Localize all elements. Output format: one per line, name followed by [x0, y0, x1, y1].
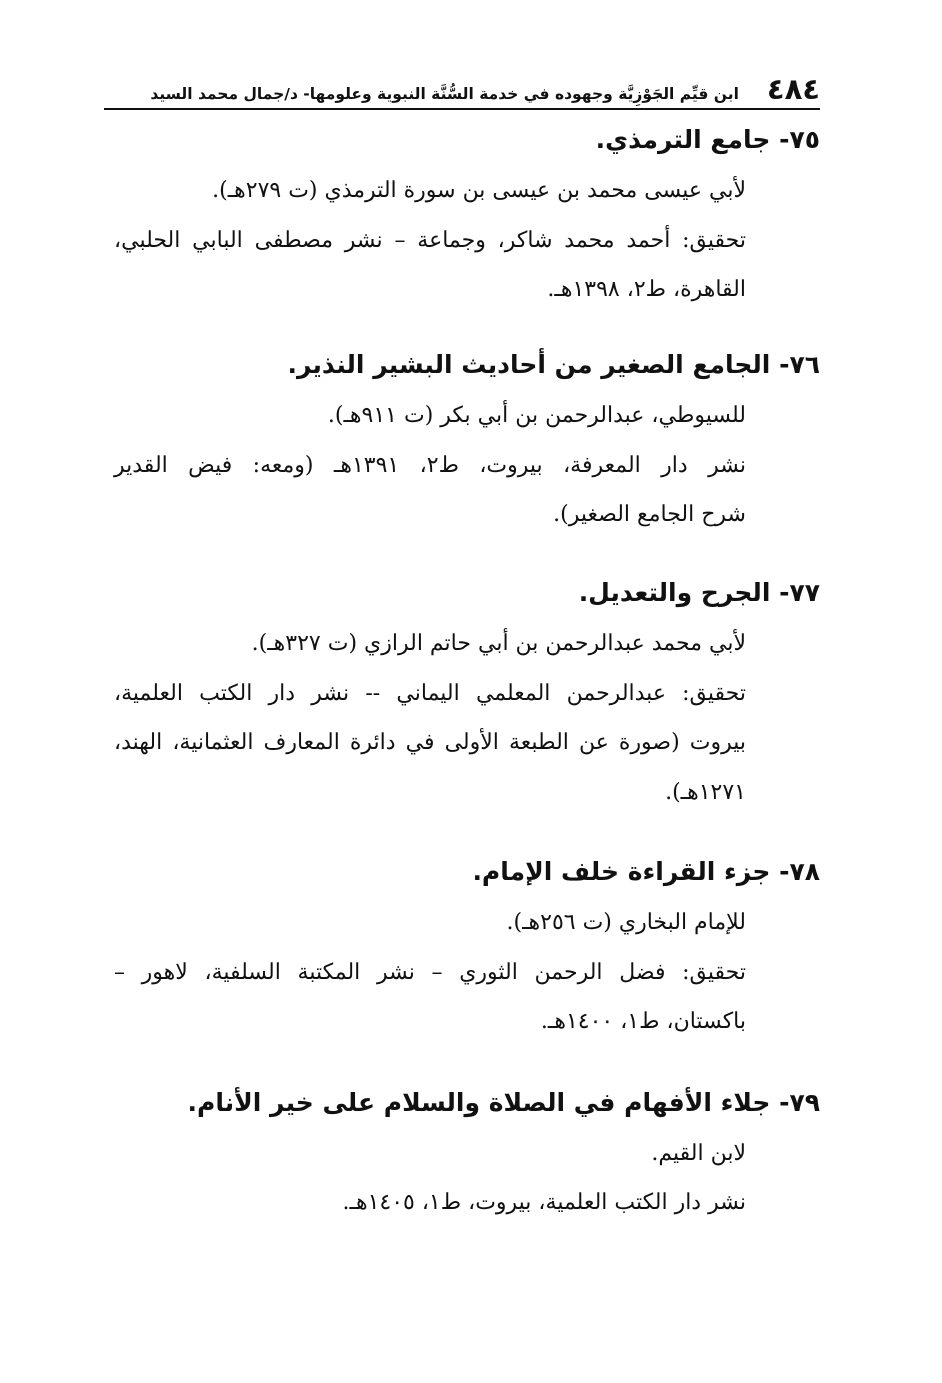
bibliography-entry-78	[104, 858, 820, 1043]
header-title: ابن قيِّم الجَوْزِيَّة وجهوده في خدمة السُّنَّة النبوية وعلومها- د/جمال محمد السيد	[150, 85, 739, 104]
entry-publication-line: بيروت (صورة عن الطبعة الأولى في دائرة المعارف العثمانية، الهند،	[114, 730, 746, 755]
running-header	[104, 68, 820, 110]
page-number: ٤٨٤	[766, 72, 820, 106]
bibliography-entry-79	[104, 1089, 820, 1219]
entry-publication-line: تحقيق: فضل الرحمن الثوري – نشر المكتبة السلفية، لاهور –	[114, 960, 746, 985]
entry-author-line: للسيوطي، عبدالرحمن بن أبي بكر (ت ٩١١هـ).	[327, 403, 746, 428]
entry-publication-line: تحقيق: عبدالرحمن المعلمي اليماني -- نشر دار الكتب العلمية،	[114, 681, 746, 706]
entry-title: ٧٥- جامع الترمذي.	[595, 125, 820, 154]
entry-title: ٧٨- جزء القراءة خلف الإمام.	[472, 857, 820, 886]
entry-publication-line: نشر دار المعرفة، بيروت، ط٢، ١٣٩١هـ (ومعه: فيض القدير	[114, 453, 746, 478]
entry-title: ٧٦- الجامع الصغير من أحاديث البشير النذير.	[287, 350, 820, 379]
entry-publication-line: ١٢٧١هـ).	[665, 780, 746, 805]
bibliography-entry-75	[104, 126, 820, 306]
entry-author-line: لأبي عيسى محمد بن عيسى بن سورة الترمذي (ت ٢٧٩هـ).	[212, 178, 746, 203]
entry-publication-line: تحقيق: أحمد محمد شاكر، وجماعة – نشر مصطفى البابي الحلبي،	[114, 228, 746, 253]
entry-publication-line: باكستان، ط١، ١٤٠٠هـ.	[540, 1009, 746, 1034]
entry-publication-line: نشر دار الكتب العلمية، بيروت، ط١، ١٤٠٥هـ.	[342, 1190, 746, 1215]
entry-author-line: لأبي محمد عبدالرحمن بن أبي حاتم الرازي (ت ٣٢٧هـ).	[251, 631, 746, 656]
entry-title: ٧٧- الجرح والتعديل.	[578, 578, 820, 607]
entry-author-line: للإمام البخاري (ت ٢٥٦هـ).	[506, 910, 746, 935]
bibliography-entry-77	[104, 579, 820, 819]
entry-publication-line: القاهرة، ط٢، ١٣٩٨هـ.	[547, 277, 746, 302]
entry-publication-line: شرح الجامع الصغير).	[553, 502, 746, 527]
entry-author-line: لابن القيم.	[651, 1141, 746, 1166]
entry-title: ٧٩- جلاء الأفهام في الصلاة والسلام على خير الأنام.	[187, 1088, 820, 1117]
bibliography-entry-76	[104, 351, 820, 541]
